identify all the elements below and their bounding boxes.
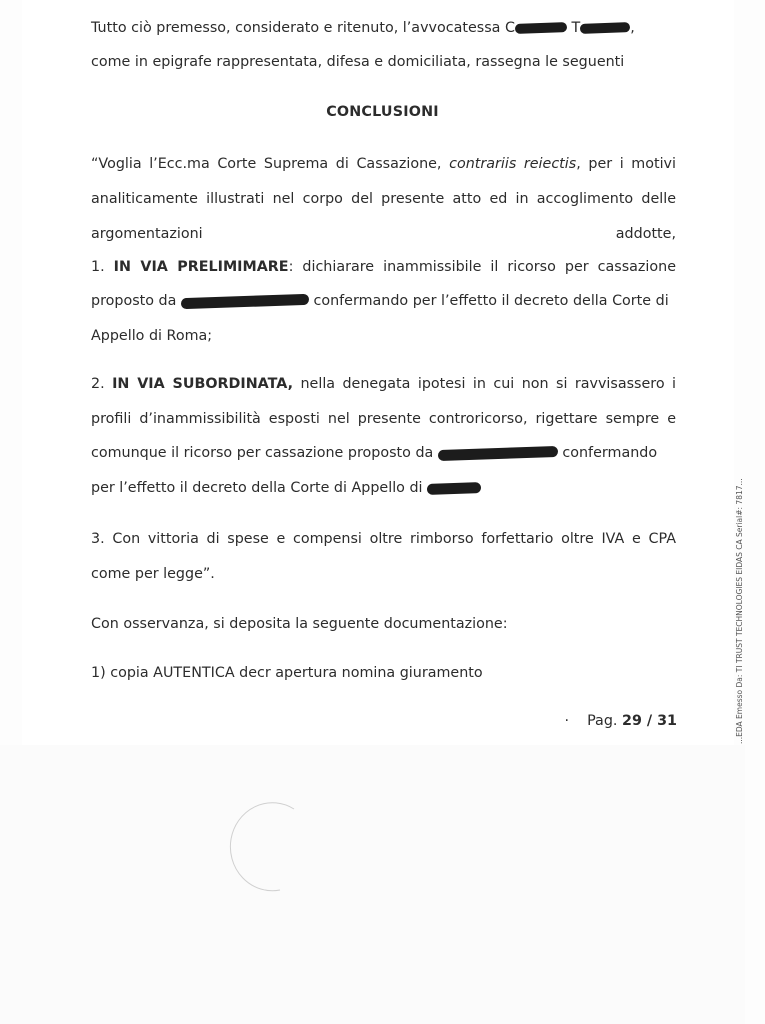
page-number: [565, 713, 677, 729]
item-2-line-1: [91, 374, 676, 394]
text: , per i motivi: [576, 156, 676, 172]
intro-text-end: ,: [630, 20, 635, 36]
footer-dot: ·: [564, 713, 570, 729]
text: : dichiarare inammissibile il ricorso per cassazione: [288, 259, 676, 275]
text: comunque il ricorso per cassazione proposto da: [91, 445, 434, 461]
scan-background: [0, 745, 745, 1024]
item-3-line-2: come per legge”.: [91, 566, 215, 582]
text: confermando per l’effetto il decreto della Corte di: [313, 293, 669, 309]
conclusion-line-1: [91, 154, 676, 174]
item-1-line-3: Appello di Roma;: [91, 328, 213, 344]
intro-line-1: [91, 18, 676, 38]
text: addotte,: [615, 226, 676, 242]
item-2-line-4: [91, 478, 676, 498]
item-2-line-2: profili d’inammissibilità esposti nel presente controricorso, rigettare sempre e: [91, 411, 676, 427]
item-heading: IN VIA SUBORDINATA,: [112, 376, 294, 392]
side-stamp: [726, 466, 744, 746]
item-heading: IN VIA PRELIMIMARE: [113, 259, 289, 275]
text: confermando: [562, 445, 658, 461]
text: “Voglia l’Ecc.ma Corte Suprema di Cassazione,: [91, 156, 442, 172]
conclusion-line-3: [91, 224, 676, 244]
item-3-line-1: 3. Con vittoria di spese e compensi oltre rimborso forfettario oltre IVA e CPA: [91, 531, 676, 547]
intro-line-2: come in epigrafe rappresentata, difesa e domiciliata, rassegna le seguenti: [91, 54, 625, 70]
closing-line: Con osservanza, si deposita la seguente documentazione:: [91, 616, 508, 632]
intro-text-mid: T: [566, 20, 581, 36]
item-number: 2.: [91, 376, 105, 392]
side-stamp-text: ...EDA Emesso Da: TI TRUST TECHNOLOGIES EIDAS CA Serial#: 7817...: [735, 478, 744, 744]
redacted-party: [181, 293, 309, 308]
redacted-surname: [580, 22, 630, 34]
item-number: 1.: [91, 259, 105, 275]
page-current: 29: [622, 713, 642, 729]
intro-text: Tutto ciò premesso, considerato e ritenuto, l’avvocatessa C: [91, 20, 515, 36]
page-total: 31: [657, 713, 677, 729]
section-heading: CONCLUSIONI: [326, 104, 439, 120]
redacted-name: [515, 22, 567, 34]
stamp-circle-mark: [222, 801, 310, 895]
text: proposto da: [91, 293, 177, 309]
item-1-line-2: [91, 291, 676, 311]
page-label: Pag.: [587, 713, 618, 729]
item-1-line-1: [91, 257, 676, 277]
item-2-line-3: [91, 443, 676, 463]
conclusion-line-2: analiticamente illustrati nel corpo del presente atto ed in accoglimento delle: [91, 191, 676, 207]
text: per l’effetto il decreto della Corte di Appello di: [91, 480, 423, 496]
page-separator: /: [641, 713, 658, 729]
redacted-city: [427, 482, 481, 495]
text: nella denegata ipotesi in cui non si ravvisassero i: [300, 376, 677, 392]
latin-phrase: contrariis reiectis: [449, 156, 577, 172]
redacted-party: [438, 445, 558, 460]
text: argomentazioni: [91, 226, 203, 242]
attachment-line-1: 1) copia AUTENTICA decr apertura nomina giuramento: [91, 665, 483, 681]
